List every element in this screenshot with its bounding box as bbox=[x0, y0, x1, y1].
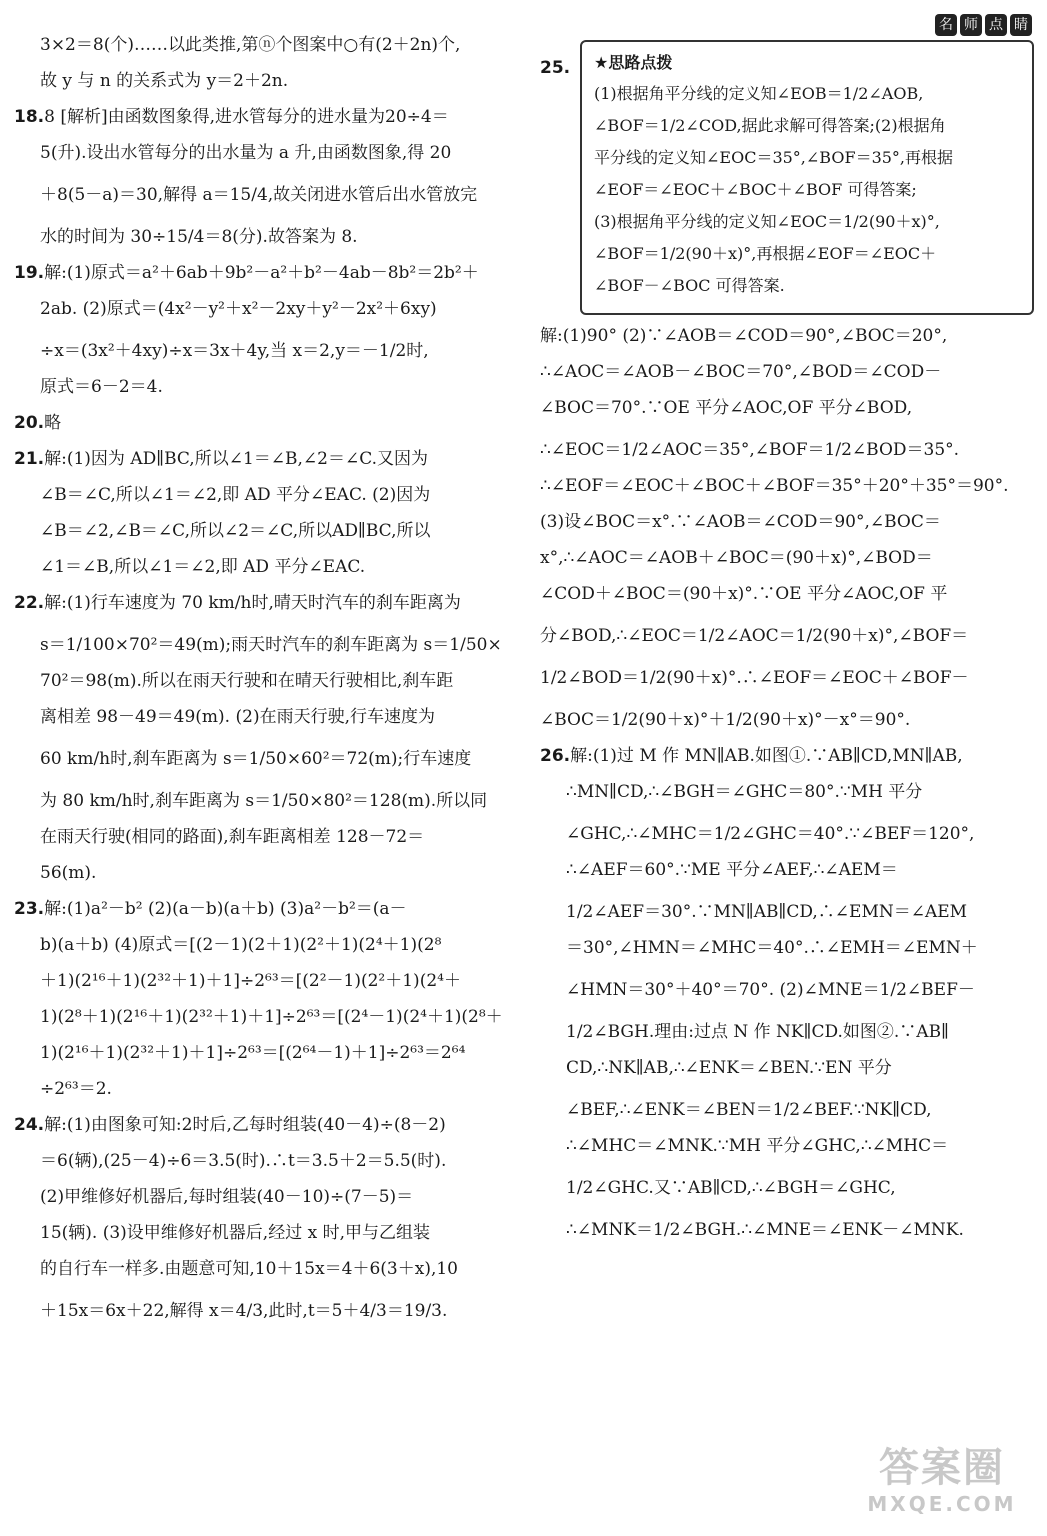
text-line bbox=[540, 937, 1034, 959]
text-line bbox=[540, 817, 1034, 851]
text-line bbox=[14, 826, 514, 848]
line-text: 在雨天行驶(相同的路面),刹车距离相差 128－72＝ bbox=[40, 827, 425, 847]
question-number: 22. bbox=[14, 593, 45, 613]
line-text: ∠GHC,∴∠MHC＝1/2∠GHC＝40°.∵∠BEF＝120°, bbox=[566, 824, 975, 844]
line-text: 为 80 km/h时,刹车距离为 s＝1/50×80²＝128(m).所以同 bbox=[40, 791, 488, 811]
watermark-url: MXQE.COM bbox=[867, 1492, 1017, 1516]
line-text: ＝6(辆),(25－4)÷6＝3.5(时).∴t＝3.5＋2＝5.5(时). bbox=[40, 1151, 447, 1171]
tip-header: ★思路点拨 bbox=[594, 53, 673, 72]
line-text: 3×2＝8(个)……以此类推,第ⓝ个图案中○有(2＋2n)个, bbox=[40, 35, 461, 55]
line-text: ∠BOC＝70°.∵OE 平分∠AOC,OF 平分∠BOD, bbox=[540, 398, 913, 418]
text-line bbox=[540, 1093, 1034, 1127]
text-line bbox=[14, 70, 514, 92]
line-text: 的自行车一样多.由题意可知,10＋15x＝4＋6(3＋x),10 bbox=[40, 1259, 458, 1279]
line-text: 解:(1)原式＝a²＋6ab＋9b²－a²＋b²－4ab－8b²＝2b²＋ bbox=[44, 263, 479, 283]
text-line bbox=[14, 520, 514, 542]
line-text: 解:(1)由图象可知:2时后,乙每时组装(40－4)÷(8－2) bbox=[44, 1115, 446, 1135]
text-line bbox=[540, 1057, 1034, 1079]
text-line bbox=[14, 298, 514, 320]
text-line bbox=[14, 448, 514, 470]
text-line bbox=[14, 592, 514, 614]
text-line bbox=[540, 1015, 1034, 1049]
line-text: 原式＝6－2＝4. bbox=[40, 377, 163, 397]
line-text: 解:(1)过 M 作 MN∥AB.如图①.∵AB∥CD,MN∥AB, bbox=[570, 746, 963, 766]
line-text: 2ab. (2)原式＝(4x²－y²＋x²－2xy＋y²－2x²＋6xy) bbox=[40, 299, 437, 319]
line-text: b)(a＋b) (4)原式＝[(2－1)(2＋1)(2²＋1)(2⁴＋1)(2⁸ bbox=[40, 935, 442, 955]
text-line bbox=[14, 1042, 514, 1064]
tip-line: (3)根据角平分线的定义知∠EOC＝1/2(90＋x)°, bbox=[594, 212, 940, 231]
text-line bbox=[540, 1213, 1034, 1247]
text-line bbox=[14, 142, 514, 164]
text-line bbox=[540, 583, 1034, 605]
right-column bbox=[540, 17, 1034, 1255]
right-answers bbox=[540, 325, 1034, 1247]
tip-line: ∠BOF＝1/2∠COD,据此求解可得答案;(2)根据角 bbox=[594, 116, 946, 135]
line-text: ＋1)(2¹⁶＋1)(2³²＋1)＋1]÷2⁶³＝[(2²－1)(2²＋1)(2⁴＋ bbox=[40, 971, 461, 991]
question-number: 26. bbox=[540, 746, 571, 766]
text-line bbox=[540, 661, 1034, 695]
line-text: ∠B＝∠2,∠B＝∠C,所以∠2＝∠C,所以AD∥BC,所以 bbox=[40, 521, 431, 541]
line-text: 1)(2⁸＋1)(2¹⁶＋1)(2³²＋1)＋1]÷2⁶³＝[(2⁴－1)(2⁴＋1)(2⁸＋ bbox=[40, 1007, 503, 1027]
line-text: ∴∠MHC＝∠MNK.∵MH 平分∠GHC,∴∠MHC＝ bbox=[566, 1136, 949, 1156]
badge-char: 点 bbox=[985, 14, 1007, 36]
text-line bbox=[540, 859, 1034, 881]
badge-char: 睛 bbox=[1010, 14, 1032, 36]
line-text: 略 bbox=[44, 413, 62, 433]
text-line bbox=[14, 376, 514, 398]
tip-line: ∠EOF＝∠EOC＋∠BOC＋∠BOF 可得答案; bbox=[594, 180, 917, 199]
line-text: 56(m). bbox=[40, 863, 97, 883]
text-line bbox=[14, 898, 514, 920]
text-line bbox=[14, 1078, 514, 1100]
line-text: 15(辆). (3)设甲维修好机器后,经过 x 时,甲与乙组装 bbox=[40, 1223, 430, 1243]
line-text: ÷x＝(3x²＋4xy)÷x＝3x＋4y,当 x＝2,y＝－1/2时, bbox=[40, 341, 429, 361]
text-line bbox=[14, 670, 514, 692]
line-text: 1)(2¹⁶＋1)(2³²＋1)＋1]÷2⁶³＝[(2⁶⁴－1)＋1]÷2⁶³＝2⁶⁴ bbox=[40, 1043, 466, 1063]
text-line bbox=[14, 934, 514, 956]
line-text: 离相差 98－49＝49(m). (2)在雨天行驶,行车速度为 bbox=[40, 707, 435, 727]
line-text: 70²＝98(m).所以在雨天行驶和在晴天行驶相比,刹车距 bbox=[40, 671, 454, 691]
text-line bbox=[14, 220, 514, 254]
text-line bbox=[540, 397, 1034, 419]
tip-line: 平分线的定义知∠EOC＝35°,∠BOF＝35°,再根据 bbox=[594, 148, 954, 167]
line-text: ∠1＝∠B,所以∠1＝∠2,即 AD 平分∠EAC. bbox=[40, 557, 366, 577]
question-number: 21. bbox=[14, 449, 45, 469]
line-text: 解:(1)因为 AD∥BC,所以∠1＝∠B,∠2＝∠C.又因为 bbox=[44, 449, 429, 469]
text-line bbox=[14, 1186, 514, 1208]
text-line bbox=[14, 556, 514, 578]
line-text: ∠HMN＝30°＋40°＝70°. (2)∠MNE＝1/2∠BEF－ bbox=[566, 980, 975, 1000]
line-text: ∴MN∥CD,∴∠BGH＝∠GHC＝80°.∵MH 平分 bbox=[566, 782, 923, 802]
tip-line: (1)根据角平分线的定义知∠EOB＝1/2∠AOB, bbox=[594, 84, 924, 103]
text-line bbox=[540, 547, 1034, 569]
text-line bbox=[540, 619, 1034, 653]
text-line bbox=[540, 703, 1034, 737]
line-text: 解:(1)a²－b² (2)(a－b)(a＋b) (3)a²－b²＝(a－ bbox=[44, 899, 407, 919]
line-text: 解:(1)行车速度为 70 km/h时,晴天时汽车的刹车距离为 bbox=[44, 593, 461, 613]
line-text: (3)设∠BOC＝x°.∵∠AOB＝∠COD＝90°,∠BOC＝ bbox=[540, 512, 941, 532]
line-text: 1/2∠AEF＝30°.∵MN∥AB∥CD,∴∠EMN＝∠AEM bbox=[566, 902, 968, 922]
line-text: x°,∴∠AOC＝∠AOB＋∠BOC＝(90＋x)°,∠BOD＝ bbox=[540, 548, 933, 568]
text-line bbox=[540, 1135, 1034, 1157]
text-line bbox=[540, 895, 1034, 929]
text-line bbox=[14, 1258, 514, 1280]
line-text: 1/2∠GHC.又∵AB∥CD,∴∠BGH＝∠GHC, bbox=[566, 1178, 896, 1198]
line-text: ∠BOC＝1/2(90＋x)°＋1/2(90＋x)°－x°＝90°. bbox=[540, 710, 911, 730]
text-line bbox=[540, 781, 1034, 803]
text-line bbox=[14, 862, 514, 884]
badge-char: 师 bbox=[960, 14, 982, 36]
tip-line: ∠BOF＝1/2(90＋x)°,再根据∠EOF＝∠EOC＋ bbox=[594, 244, 937, 263]
question-number: 18. bbox=[14, 107, 45, 127]
text-line bbox=[14, 34, 514, 56]
line-text: ∴∠MNK＝1/2∠BGH.∴∠MNE＝∠ENK－∠MNK. bbox=[566, 1220, 964, 1240]
line-text: ＋15x＝6x＋22,解得 x＝4/3,此时,t＝5＋4/3＝19/3. bbox=[40, 1301, 448, 1321]
line-text: s＝1/100×70²＝49(m);雨天时汽车的刹车距离为 s＝1/50× bbox=[40, 635, 502, 655]
line-text: ∴∠AOC＝∠AOB－∠BOC＝70°,∠BOD＝∠COD－ bbox=[540, 362, 942, 382]
line-text: 5(升).设出水管每分的出水量为 a 升,由函数图象,得 20 bbox=[40, 143, 452, 163]
text-line bbox=[540, 511, 1034, 533]
tip-line: ∠BOF－∠BOC 可得答案. bbox=[594, 276, 785, 295]
text-line bbox=[14, 1114, 514, 1136]
text-line bbox=[14, 1294, 514, 1328]
tip-lines bbox=[594, 83, 1022, 297]
line-text: ∠B＝∠C,所以∠1＝∠2,即 AD 平分∠EAC. (2)因为 bbox=[40, 485, 431, 505]
badge-char: 名 bbox=[935, 14, 957, 36]
line-text: 故 y 与 n 的关系式为 y＝2＋2n. bbox=[40, 71, 289, 91]
text-line bbox=[14, 742, 514, 776]
text-line bbox=[14, 412, 514, 434]
line-text: ∠BEF,∴∠ENK＝∠BEN＝1/2∠BEF.∵NK∥CD, bbox=[566, 1100, 932, 1120]
text-line bbox=[14, 106, 514, 128]
text-line bbox=[14, 706, 514, 728]
text-line bbox=[540, 433, 1034, 467]
text-line bbox=[540, 325, 1034, 347]
line-text: ∴∠AEF＝60°.∵ME 平分∠AEF,∴∠AEM＝ bbox=[566, 860, 898, 880]
text-line bbox=[14, 178, 514, 212]
line-text: ÷2⁶³＝2. bbox=[40, 1079, 112, 1099]
text-line bbox=[540, 973, 1034, 1007]
text-line bbox=[540, 475, 1034, 497]
text-line bbox=[14, 1222, 514, 1244]
line-text: ＋8(5－a)＝30,解得 a＝15/4,故关闭进水管后出水管放完 bbox=[40, 185, 478, 205]
text-line bbox=[14, 1150, 514, 1172]
line-text: 分∠BOD,∴∠EOC＝1/2∠AOC＝1/2(90＋x)°,∠BOF＝ bbox=[540, 626, 969, 646]
question-number: 24. bbox=[14, 1115, 45, 1135]
line-text: ∠COD＋∠BOC＝(90＋x)°.∵OE 平分∠AOC,OF 平 bbox=[540, 584, 948, 604]
left-column bbox=[14, 34, 514, 1336]
line-text: 60 km/h时,刹车距离为 s＝1/50×60²＝72(m);行车速度 bbox=[40, 749, 472, 769]
text-line bbox=[540, 1171, 1034, 1205]
text-line bbox=[14, 334, 514, 368]
tip-box bbox=[580, 17, 1034, 315]
question-number-25: 25. bbox=[540, 58, 571, 78]
line-text: 1/2∠BGH.理由:过点 N 作 NK∥CD.如图②.∵AB∥ bbox=[566, 1022, 949, 1042]
watermark-logo bbox=[847, 1444, 1037, 1528]
text-line bbox=[14, 262, 514, 284]
question-number: 23. bbox=[14, 899, 45, 919]
watermark-text: 答案圈 bbox=[879, 1445, 1005, 1491]
line-text: (2)甲维修好机器后,每时组装(40－10)÷(7－5)＝ bbox=[40, 1187, 414, 1207]
teacher-tip-badge bbox=[935, 14, 1032, 36]
line-text: ∴∠EOC＝1/2∠AOC＝35°,∠BOF＝1/2∠BOD＝35°. bbox=[540, 440, 960, 460]
line-text: ＝30°,∠HMN＝∠MHC＝40°.∴∠EMH＝∠EMN＋ bbox=[566, 938, 978, 958]
question-number: 20. bbox=[14, 413, 45, 433]
question-number: 19. bbox=[14, 263, 45, 283]
text-line bbox=[14, 628, 514, 662]
text-line bbox=[14, 970, 514, 992]
line-text: CD,∴NK∥AB,∴∠ENK＝∠BEN.∵EN 平分 bbox=[566, 1058, 892, 1078]
text-line bbox=[14, 1006, 514, 1028]
text-line bbox=[540, 361, 1034, 383]
text-line bbox=[14, 784, 514, 818]
line-text: 8 [解析]由函数图象得,进水管每分的进水量为20÷4＝ bbox=[44, 107, 449, 127]
line-text: 水的时间为 30÷15/4＝8(分).故答案为 8. bbox=[40, 227, 358, 247]
line-text: 解:(1)90° (2)∵∠AOB＝∠COD＝90°,∠BOC＝20°, bbox=[540, 326, 948, 346]
text-line bbox=[14, 484, 514, 506]
line-text: 1/2∠BOD＝1/2(90＋x)°.∴∠EOF＝∠EOC＋∠BOF－ bbox=[540, 668, 969, 688]
line-text: ∴∠EOF＝∠EOC＋∠BOC＋∠BOF＝35°＋20°＋35°＝90°. bbox=[540, 476, 1009, 496]
text-line bbox=[540, 745, 1034, 767]
